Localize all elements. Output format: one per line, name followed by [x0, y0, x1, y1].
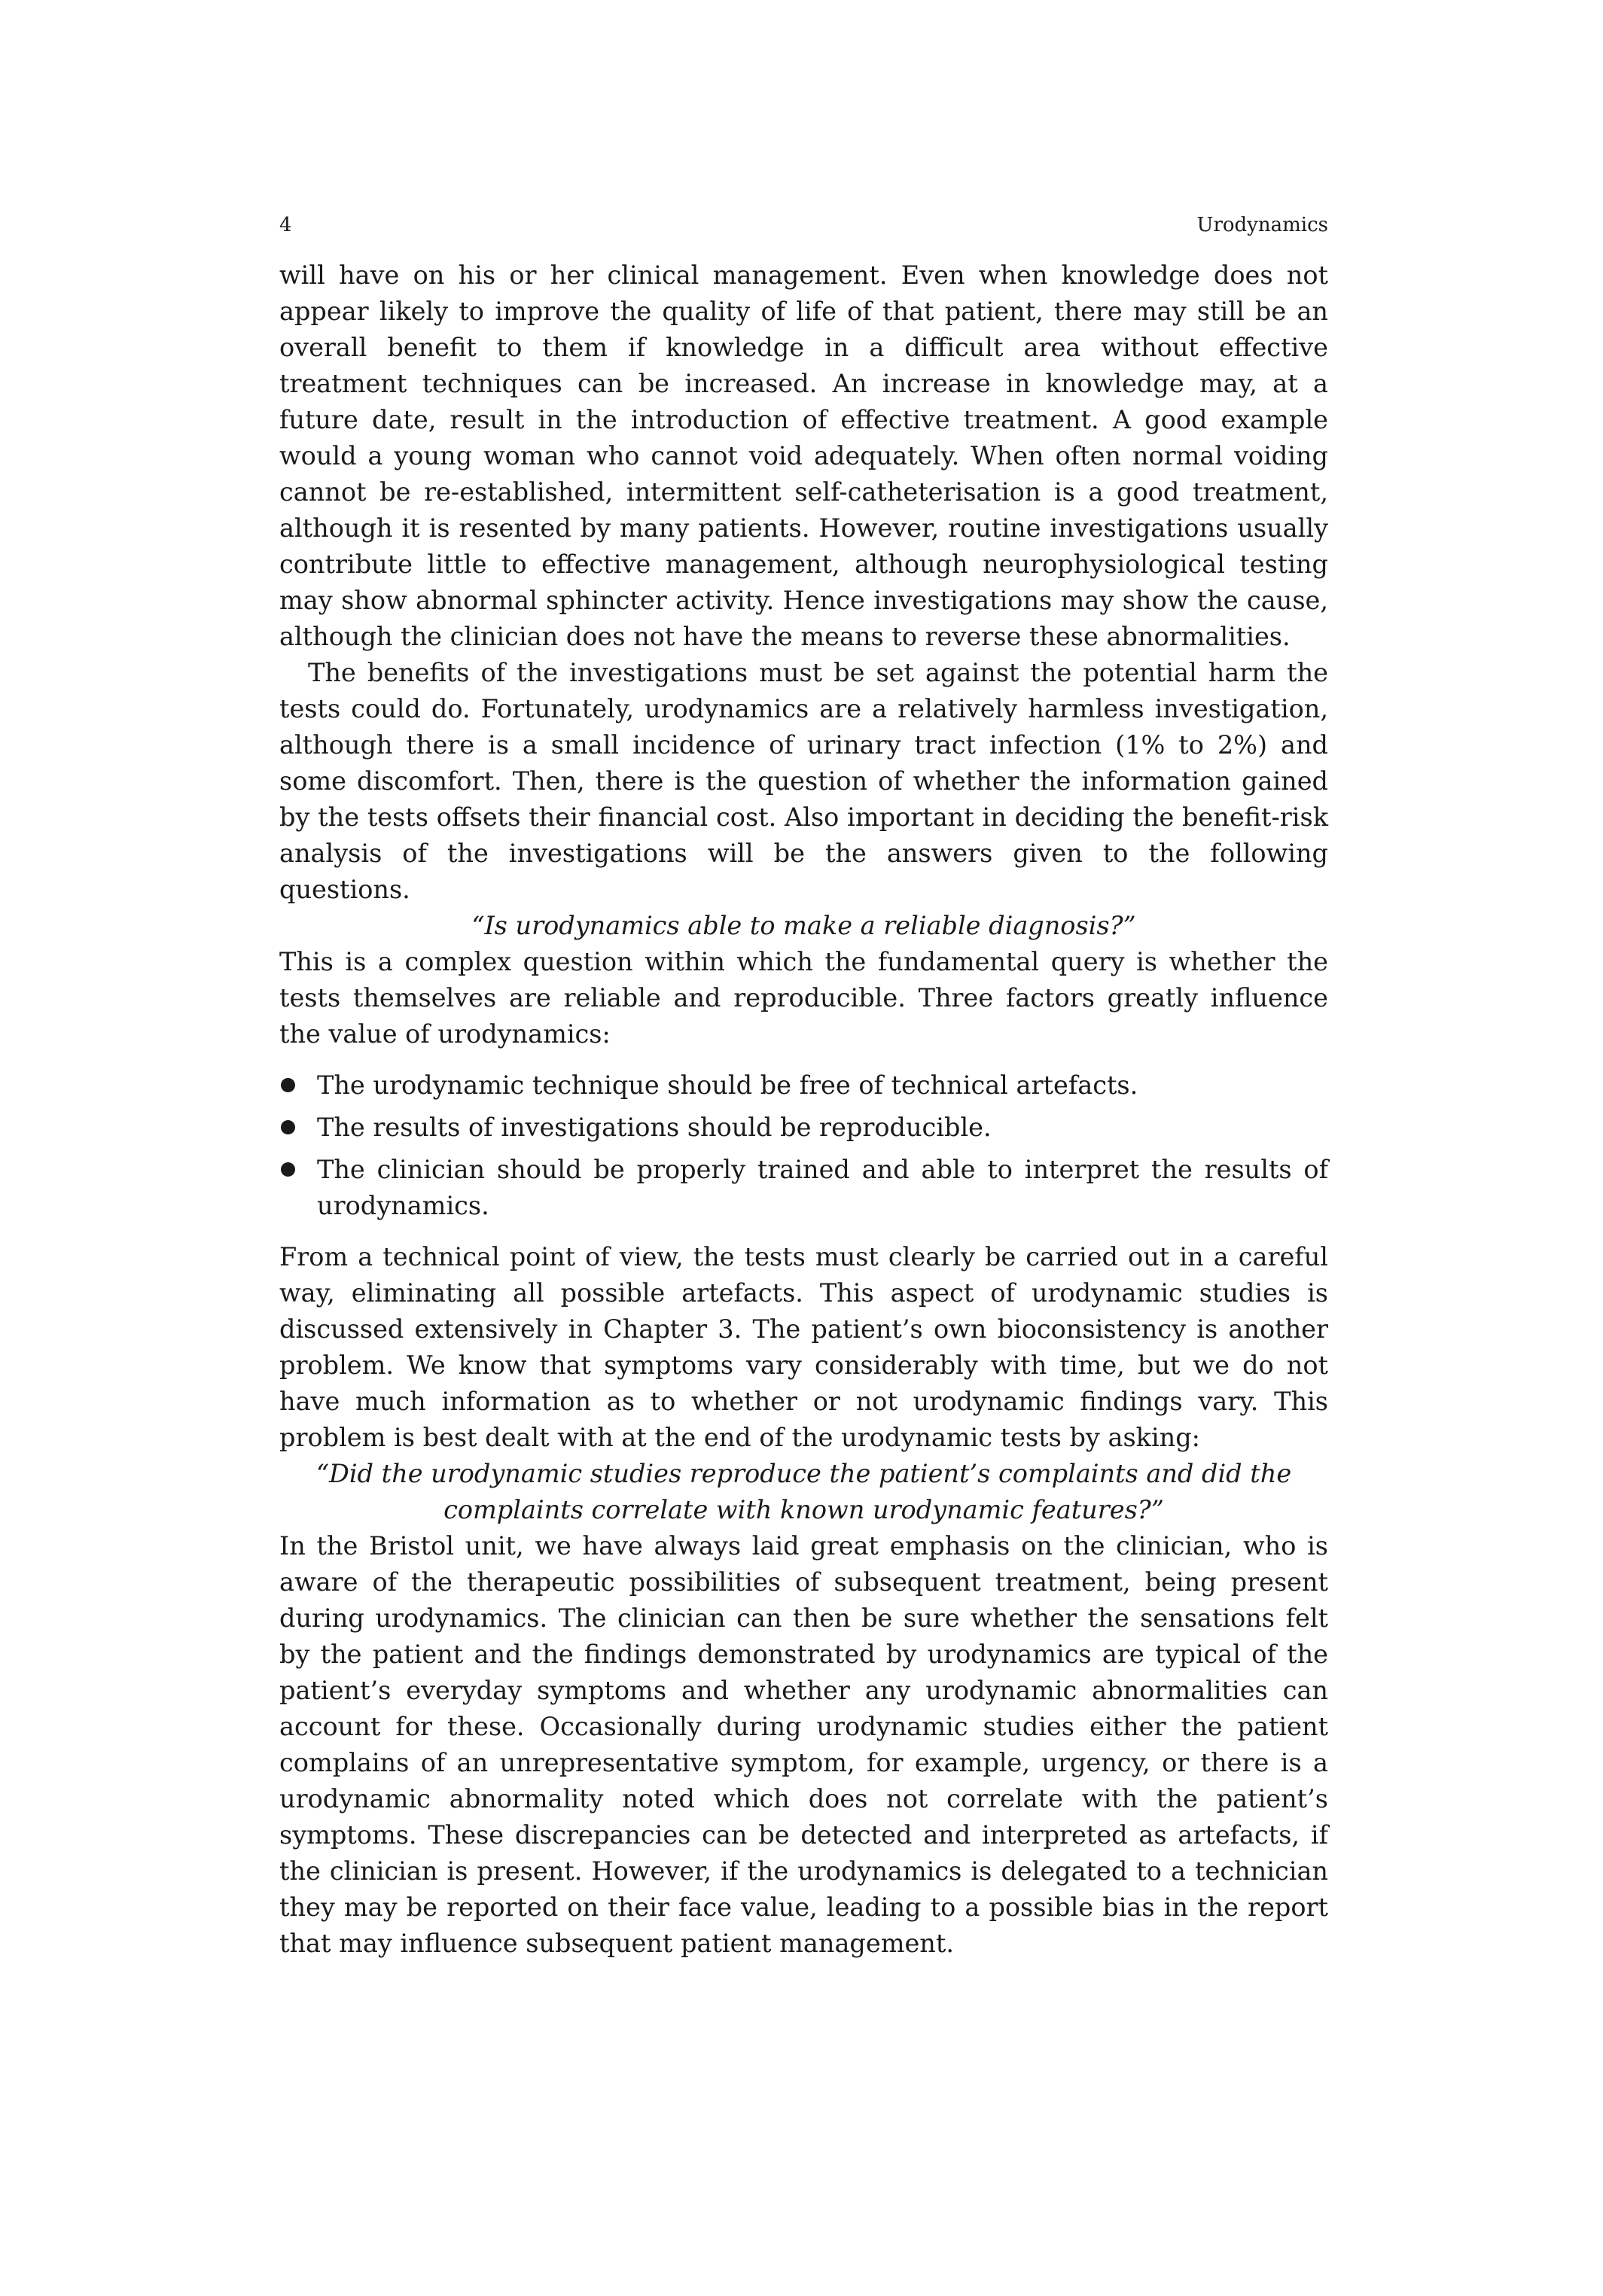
- body-text: [279, 257, 1328, 1962]
- running-head: [279, 212, 1328, 238]
- list-item-text: The clinician should be properly trained and able to interpret the results of urodynamics.: [317, 1155, 1328, 1220]
- page-number: 4: [279, 214, 292, 236]
- running-title: Urodynamics: [1196, 214, 1328, 236]
- quote-reliable-diagnosis: “Is urodynamics able to make a reliable diagnosis?”: [471, 911, 1136, 940]
- factors-list: [279, 1067, 1328, 1224]
- paragraph-5: In the Bristol unit, we have always laid great emphasis on the clinician, who is aware of the therapeutic possibilities of subsequent treatment, being present during urodynamics. The clinician can then be sure whether the sensations felt by the patient and the findings demonstrated by urodynamics are typical of the patient’s everyday symptoms and whether any urodynamic abnormalities can account for these. Occasionally during urodynamic studies either the patient complains of an unrepresentative symptom, for example, urgency, or there is a urodynamic abnormality noted which does not correlate with the patient’s symptoms. These discrepancies can be detected and interpreted as artefacts, if the clinician is present. However, if the urodynamics is delegated to a technician they may be reported on their face value, leading to a possible bias in the report that may influence subsequent patient management.: [279, 1531, 1328, 1958]
- list-item-text: The urodynamic technique should be free of technical artefacts.: [317, 1070, 1138, 1100]
- list-item: [279, 1067, 1328, 1104]
- quote-reproduce-complaints: “Did the urodynamic studies reproduce the patient’s complaints and did the complaints correlate with known urodynamic features?”: [315, 1459, 1292, 1524]
- document-page: [279, 212, 1328, 1962]
- paragraph-3: This is a complex question within which the fundamental query is whether the tests themselves are reliable and reproducible. Three factors greatly influence the value of urodynamics:: [279, 947, 1328, 1049]
- bullet-icon: [281, 1162, 295, 1177]
- paragraph-2: The benefits of the investigations must be set against the potential harm the tests could do. Fortunately, urodynamics are a relatively harmless investigation, although there is a small incidence of urinary tract infection (1% to 2%) and some discomfort. Then, there is the question of whether the information gained by the tests offsets their financial cost. Also important in deciding the benefit-risk analysis of the investigations will be the answers given to the following questions.: [279, 658, 1328, 904]
- list-item-text: The results of investigations should be reproducible.: [317, 1113, 992, 1142]
- paragraph-1: will have on his or her clinical management. Even when knowledge does not appear likely to improve the quality of life of that patient, there may still be an overall benefit to them if knowledge in a difficult area without effective treatment techniques can be increased. An increase in knowledge may, at a future date, result in the introduction of effective treatment. A good example would a young woman who cannot void adequately. When often normal voiding cannot be re-established, intermittent self-catheterisation is a good treatment, although it is resented by many patients. However, routine investigations usually contribute little to effective management, although neurophysiological testing may show abnormal sphincter activity. Hence investigations may show the cause, although the clinician does not have the means to reverse these abnormalities.: [279, 260, 1328, 651]
- paragraph-4: From a technical point of view, the tests must clearly be carried out in a careful way, eliminating all possible artefacts. This aspect of urodynamic studies is discussed extensively in Chapter 3. The patient’s own bioconsistency is another problem. We know that symptoms vary considerably with time, but we do not have much information as to whether or not urodynamic findings vary. This problem is best dealt with at the end of the urodynamic tests by asking:: [279, 1242, 1328, 1452]
- bullet-icon: [281, 1078, 295, 1092]
- list-item: [279, 1110, 1328, 1146]
- bullet-icon: [281, 1120, 295, 1134]
- list-item: [279, 1152, 1328, 1224]
